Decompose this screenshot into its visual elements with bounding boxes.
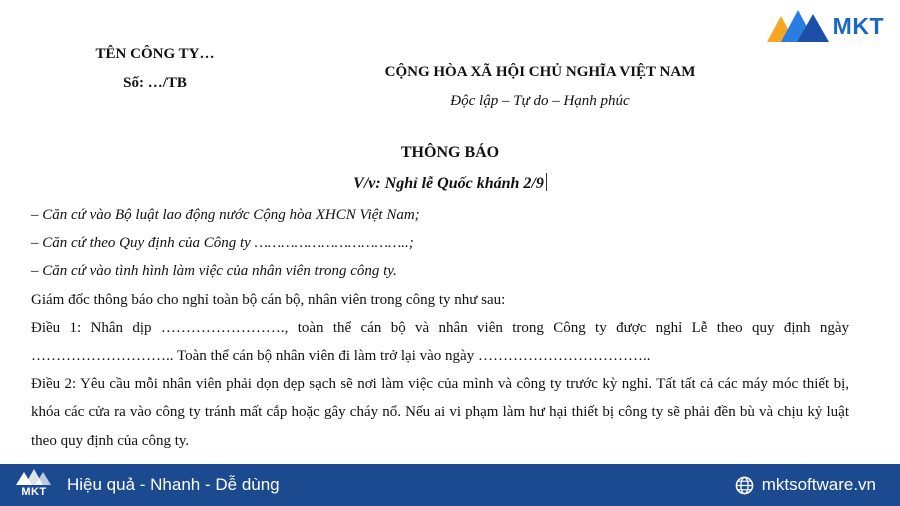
footer-website[interactable] — [735, 475, 876, 495]
mkt-logo-icon — [767, 6, 835, 46]
notice-title: THÔNG BÁO — [400, 144, 500, 161]
brand-logo — [767, 6, 884, 46]
company-block — [80, 40, 230, 98]
notice-subject — [0, 173, 900, 193]
basis-line-3: – Căn cứ vào tình hình làm việc của nhân viên trong công ty. — [31, 263, 397, 280]
company-name: TÊN CÔNG TY… — [95, 46, 215, 62]
globe-icon — [735, 476, 754, 495]
footer-logo — [14, 468, 54, 498]
brand-logo-text: MKT — [832, 12, 884, 39]
nation-title: CỘNG HÒA XÃ HỘI CHỦ NGHĨA VIỆT NAM — [384, 64, 696, 80]
basis-line-2: – Căn cứ theo Quy định của Công ty ……………………………..; — [31, 235, 414, 252]
footer-slogan: Hiệu quả - Nhanh - Dễ dùng — [67, 475, 280, 494]
website-url[interactable]: mktsoftware.vn — [761, 475, 876, 494]
nation-motto: Độc lập – Tự do – Hạnh phúc — [450, 93, 630, 109]
mkt-logo-icon — [16, 468, 52, 486]
basis-line-1: – Căn cứ vào Bộ luật lao động nước Cộng hòa XHCN Việt Nam; — [31, 207, 420, 223]
intro-paragraph: Giám đốc thông báo cho nghỉ toàn bộ cán bộ, nhân viên trong công ty như sau: — [31, 291, 506, 308]
notice-subject-text: V/v: Nghỉ lễ Quốc khánh 2/9 — [353, 175, 544, 192]
text-cursor — [546, 173, 547, 191]
article-2: Điều 2: Yêu cầu mỗi nhân viên phải dọn dẹp sạch sẽ nơi làm việc của mình và công ty trước kỳ nghỉ. Tất tất cả các máy móc thiết bị, khóa các cửa ra vào công ty tránh mất cắp hoặc gây cháy nổ. Nếu ai vi phạm làm hư hại thiết bị công ty sẽ phải đền bù và chịu kỷ luật theo quy định của công ty. — [31, 376, 849, 449]
article-1: Điều 1: Nhân dịp ……………………., toàn thể cán bộ và nhân viên trong Công ty được nghỉ Lễ theo quy định ngày ……………………….. Toàn thể cán bộ nhân viên đi làm trở lại vào ngày …………………………….. — [31, 319, 849, 365]
national-header — [330, 58, 750, 116]
document-number: Số: …/TB — [123, 75, 187, 91]
notice-body — [31, 201, 849, 455]
footer-bar — [0, 464, 900, 506]
footer-logo-text: MKT — [21, 486, 47, 498]
